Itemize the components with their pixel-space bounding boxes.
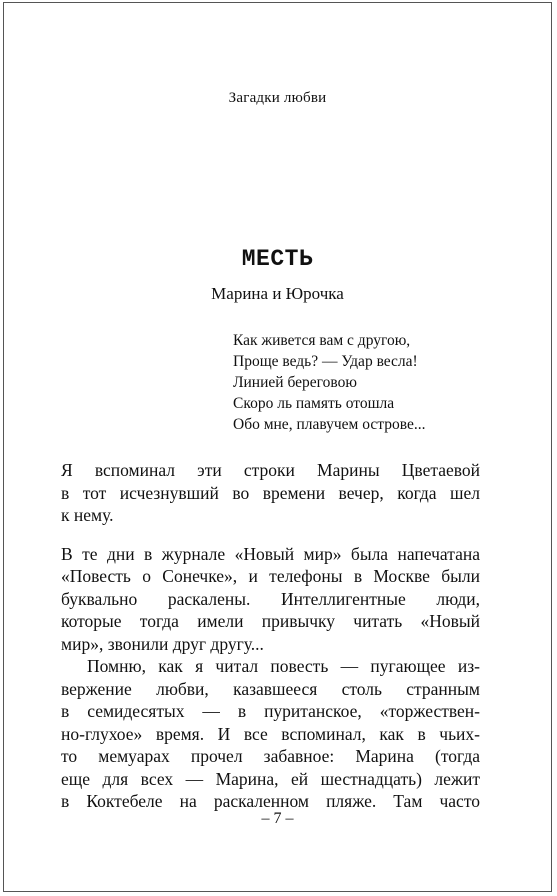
chapter-title: МЕСТЬ	[241, 246, 314, 272]
epigraph-line: Как живется вам с другою,	[233, 332, 411, 349]
text-line: но-глухое» время. И все вспоминал, как в чьих-	[61, 723, 480, 744]
paragraph-spacer	[61, 527, 480, 543]
epigraph	[233, 330, 425, 435]
epigraph-line: Проще ведь? — Удар весла!	[233, 353, 418, 370]
chapter-subtitle: Марина и Юрочка	[211, 284, 344, 303]
text-line: «Повесть о Сонечке», и телефоны в Москве были	[61, 566, 480, 586]
running-header: Загадки любви	[228, 90, 327, 106]
text-line: В те дни в журнале «Новый мир» была напечатана	[61, 543, 480, 564]
text-line: мир», звонили друг другу...	[61, 633, 264, 654]
page-number: – 7 –	[261, 810, 294, 827]
text-line: которые тогда имели привычку читать «Новый	[61, 611, 480, 631]
text-line: Помню, как я читал повесть — пугающее из-	[87, 656, 480, 676]
text-line: в тот исчезнувший во времени вечер, когда шел	[61, 482, 480, 503]
text-line: то мемуарах прочел забавное: Марина (тогда	[61, 746, 480, 766]
epigraph-line: Линией береговою	[233, 374, 357, 391]
text-line: вержение любви, казавшееся столь странным	[61, 678, 480, 699]
paragraph-2	[61, 543, 480, 656]
text-line: еще для всех — Марина, ей шестнадцать) лежит	[61, 768, 480, 789]
body-text	[61, 459, 480, 813]
paragraph-3	[61, 655, 480, 813]
epigraph-line: Скоро ль память отошла	[233, 395, 395, 412]
text-line: в Коктебеле на раскаленном пляже. Там часто	[61, 791, 480, 811]
text-line: в семидесятых — в пуританское, «торжествен-	[61, 701, 480, 721]
text-line: к нему.	[61, 505, 114, 525]
book-page	[3, 2, 552, 892]
epigraph-line: Обо мне, плавучем острове...	[233, 416, 426, 433]
paragraph-1	[61, 459, 480, 527]
text-line: буквально раскалены. Интеллигентные люди,	[61, 588, 480, 609]
text-line: Я вспоминал эти строки Марины Цветаевой	[61, 460, 480, 480]
